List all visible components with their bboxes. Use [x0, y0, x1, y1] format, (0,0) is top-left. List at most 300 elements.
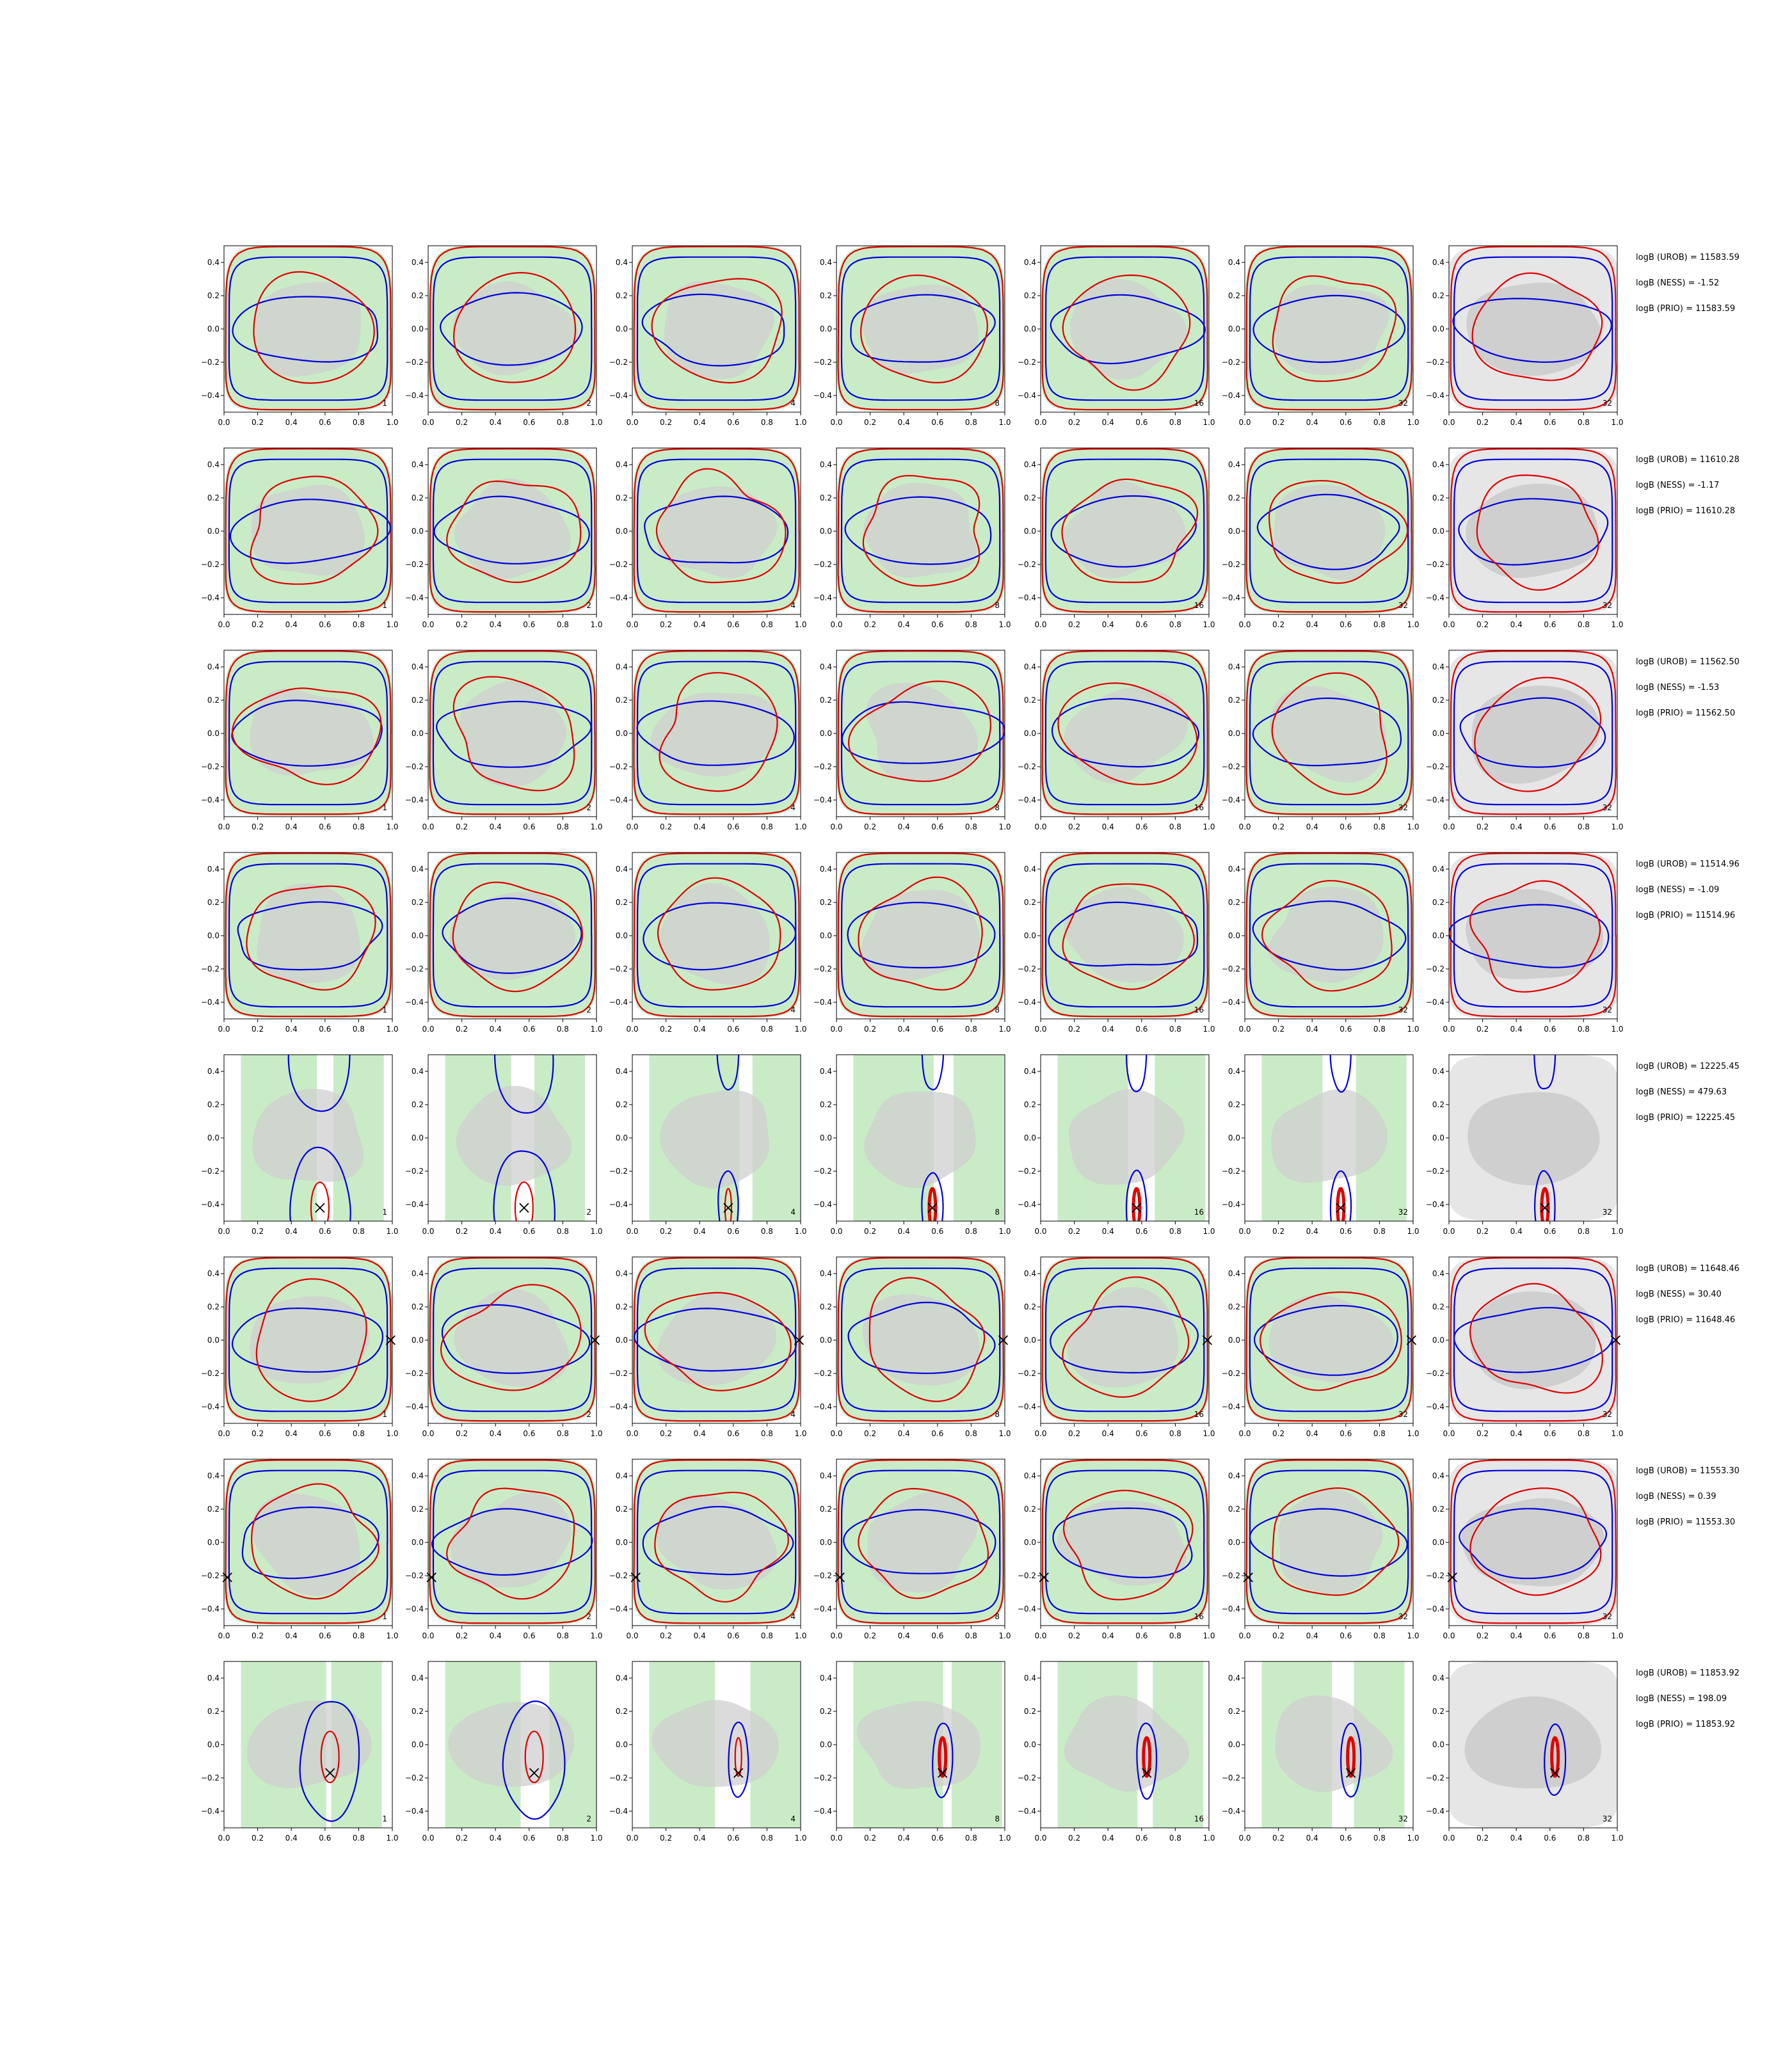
- x-tick-label: 0.0: [218, 620, 230, 629]
- x-tick-label: 1.0: [1611, 1631, 1624, 1640]
- panel-label: 2: [586, 601, 591, 610]
- x-tick-label: 0.4: [897, 1429, 910, 1438]
- y-tick-label: 0.2: [411, 1100, 424, 1109]
- x-tick-label: 0.0: [1443, 1631, 1455, 1640]
- x-tick-label: 0.6: [523, 1834, 536, 1843]
- x-tick-label: 0.8: [352, 418, 365, 427]
- y-tick-label: −0.4: [1221, 1604, 1240, 1613]
- panel-r4-c7: [1426, 852, 1624, 1034]
- y-tick-label: −0.4: [813, 796, 832, 804]
- x-tick-label: 0.6: [1340, 1429, 1352, 1438]
- x-tick-label: 1.0: [1407, 1429, 1420, 1438]
- panel-r2-c5: [1018, 447, 1215, 629]
- y-tick-label: 0.2: [207, 1100, 220, 1109]
- x-tick-label: 0.6: [727, 620, 740, 629]
- y-tick-label: 0.2: [1228, 696, 1240, 705]
- y-tick-label: 0.2: [1023, 1505, 1036, 1514]
- y-tick-label: −0.4: [609, 998, 628, 1007]
- x-tick-label: 0.0: [218, 1025, 230, 1034]
- x-tick-label: 1.0: [1407, 1834, 1420, 1843]
- panel-label: 8: [995, 1005, 1000, 1014]
- x-tick-label: 0.2: [456, 1429, 468, 1438]
- y-tick-label: 0.0: [411, 1740, 424, 1749]
- y-tick-label: 0.4: [615, 662, 628, 671]
- x-tick-label: 0.8: [352, 1834, 365, 1843]
- y-tick-label: 0.4: [615, 460, 628, 469]
- stat-prio-r3: logB (PRIO) = 11562.50: [1636, 708, 1736, 718]
- y-tick-label: 0.0: [615, 931, 628, 940]
- y-tick-label: 0.4: [1432, 1674, 1444, 1683]
- y-tick-label: 0.0: [1228, 324, 1240, 333]
- x-tick-label: 1.0: [1407, 1631, 1420, 1640]
- x-tick-label: 0.6: [1544, 1631, 1556, 1640]
- y-tick-label: −0.4: [609, 1200, 628, 1209]
- y-tick-label: 0.0: [1023, 1538, 1036, 1547]
- y-tick-label: −0.4: [1221, 1402, 1240, 1411]
- y-tick-label: 0.2: [1432, 1707, 1444, 1716]
- panel-label: 1: [382, 1814, 387, 1823]
- y-tick-label: −0.2: [200, 358, 220, 367]
- x-tick-label: 0.2: [456, 620, 468, 629]
- x-tick-label: 0.8: [1577, 1025, 1590, 1034]
- x-tick-label: 0.8: [760, 620, 773, 629]
- stat-ness-r7: logB (NESS) = 0.39: [1636, 1492, 1716, 1501]
- y-tick-label: −0.4: [404, 1200, 424, 1209]
- x-tick-label: 0.4: [1306, 418, 1318, 427]
- x-tick-label: 0.2: [660, 418, 673, 427]
- y-tick-label: −0.2: [1425, 1773, 1444, 1782]
- y-tick-label: −0.2: [1017, 1571, 1036, 1580]
- x-tick-label: 1.0: [1203, 1631, 1215, 1640]
- y-tick-label: 0.2: [615, 1505, 628, 1514]
- x-tick-label: 0.2: [456, 1631, 468, 1640]
- y-tick-label: −0.2: [200, 560, 220, 569]
- y-tick-label: −0.2: [200, 1167, 220, 1176]
- panel-r1-c6: [1222, 245, 1420, 427]
- y-tick-label: 0.2: [819, 291, 832, 300]
- panel-r8-c7: [1426, 1661, 1624, 1843]
- x-tick-label: 0.8: [760, 1025, 773, 1034]
- panel-label: 16: [1194, 1208, 1204, 1217]
- y-tick-label: −0.4: [1425, 1402, 1444, 1411]
- x-tick-label: 1.0: [998, 620, 1011, 629]
- y-tick-label: 0.2: [411, 898, 424, 907]
- x-tick-label: 0.8: [1577, 1429, 1590, 1438]
- y-tick-label: 0.2: [1023, 291, 1036, 300]
- x-tick-label: 0.8: [1169, 1025, 1181, 1034]
- y-tick-label: 0.0: [207, 527, 220, 536]
- x-tick-label: 0.8: [1577, 418, 1590, 427]
- panel-r2-c2: [405, 447, 603, 629]
- panel-label: 32: [1398, 1410, 1408, 1419]
- x-tick-label: 0.4: [693, 1834, 706, 1843]
- panel-label: 32: [1398, 1005, 1408, 1014]
- x-tick-label: 0.6: [319, 1429, 332, 1438]
- x-tick-label: 0.4: [1101, 1834, 1114, 1843]
- y-tick-label: 0.4: [411, 258, 424, 267]
- x-tick-label: 0.4: [1101, 620, 1114, 629]
- x-tick-label: 0.2: [1068, 1025, 1081, 1034]
- x-tick-label: 0.4: [1306, 1227, 1318, 1236]
- panel-r4-c1: [201, 852, 399, 1034]
- x-tick-label: 0.8: [1373, 1227, 1386, 1236]
- x-tick-label: 0.0: [218, 418, 230, 427]
- x-tick-label: 0.0: [830, 1025, 843, 1034]
- y-tick-label: −0.2: [200, 964, 220, 973]
- x-tick-label: 0.4: [1101, 1631, 1114, 1640]
- x-tick-label: 0.6: [931, 1227, 944, 1236]
- x-tick-label: 0.2: [1068, 1631, 1081, 1640]
- x-tick-label: 0.8: [556, 822, 569, 831]
- panel-r3-c4: [813, 650, 1011, 831]
- panel-r6-c6: [1222, 1256, 1420, 1438]
- x-tick-label: 0.2: [660, 1631, 673, 1640]
- stat-ness-r6: logB (NESS) = 30.40: [1636, 1290, 1722, 1299]
- x-tick-label: 0.6: [1544, 620, 1556, 629]
- y-tick-label: 0.4: [1228, 258, 1240, 267]
- stat-ness-r4: logB (NESS) = -1.09: [1636, 885, 1720, 895]
- x-tick-label: 0.8: [760, 418, 773, 427]
- x-tick-label: 0.4: [897, 1834, 910, 1843]
- y-tick-label: −0.2: [1425, 560, 1444, 569]
- y-tick-label: −0.2: [609, 1571, 628, 1580]
- x-tick-label: 0.2: [1476, 418, 1489, 427]
- x-tick-label: 0.8: [1373, 1025, 1386, 1034]
- panel-label: 1: [382, 1612, 387, 1621]
- x-tick-label: 0.2: [864, 620, 877, 629]
- y-tick-label: 0.2: [1432, 493, 1444, 502]
- x-tick-label: 0.0: [1034, 1025, 1047, 1034]
- panel-label: 4: [790, 1005, 796, 1014]
- x-tick-label: 0.8: [556, 1227, 569, 1236]
- x-tick-label: 0.2: [660, 822, 673, 831]
- panel-r6-c5: [1018, 1256, 1215, 1438]
- x-tick-label: 1.0: [1203, 1025, 1215, 1034]
- y-tick-label: 0.0: [1023, 729, 1036, 738]
- x-tick-label: 0.4: [285, 1227, 298, 1236]
- x-tick-label: 0.8: [1373, 1631, 1386, 1640]
- y-tick-label: −0.2: [200, 762, 220, 771]
- x-tick-label: 1.0: [998, 822, 1011, 831]
- x-tick-label: 0.4: [897, 1025, 910, 1034]
- y-tick-label: 0.4: [207, 1471, 220, 1480]
- y-tick-label: 0.0: [615, 729, 628, 738]
- x-tick-label: 0.8: [760, 1834, 773, 1843]
- x-tick-label: 0.6: [1544, 1227, 1556, 1236]
- y-tick-label: 0.0: [411, 1538, 424, 1547]
- y-tick-label: 0.2: [819, 1100, 832, 1109]
- x-tick-label: 0.8: [1577, 1227, 1590, 1236]
- x-tick-label: 0.4: [1510, 1429, 1523, 1438]
- x-tick-label: 0.4: [1510, 1025, 1523, 1034]
- x-tick-label: 0.4: [1306, 620, 1318, 629]
- y-tick-label: 0.4: [411, 1269, 424, 1278]
- y-tick-label: 0.4: [615, 1674, 628, 1683]
- y-tick-label: 0.2: [1228, 291, 1240, 300]
- panel-label: 32: [1602, 1814, 1612, 1823]
- y-tick-label: −0.2: [1221, 358, 1240, 367]
- x-tick-label: 0.8: [760, 822, 773, 831]
- x-tick-label: 0.4: [1510, 1631, 1523, 1640]
- y-tick-label: 0.4: [411, 460, 424, 469]
- x-tick-label: 0.8: [964, 1025, 977, 1034]
- y-tick-label: 0.0: [615, 527, 628, 536]
- x-tick-label: 0.2: [1068, 620, 1081, 629]
- panel-label: 4: [790, 399, 796, 408]
- x-tick-label: 1.0: [1407, 1227, 1420, 1236]
- x-tick-label: 1.0: [1407, 822, 1420, 831]
- x-tick-label: 0.8: [1577, 620, 1590, 629]
- panel-label: 2: [586, 399, 591, 408]
- x-tick-label: 0.0: [830, 620, 843, 629]
- x-tick-label: 0.6: [1340, 1631, 1352, 1640]
- x-tick-label: 0.8: [556, 1834, 569, 1843]
- y-tick-label: 0.2: [411, 696, 424, 705]
- x-tick-label: 0.6: [1340, 1227, 1352, 1236]
- y-tick-label: 0.4: [1228, 1471, 1240, 1480]
- y-tick-label: −0.2: [1425, 1571, 1444, 1580]
- y-tick-label: −0.4: [200, 796, 220, 804]
- x-tick-label: 0.2: [660, 1025, 673, 1034]
- x-tick-label: 0.8: [1373, 418, 1386, 427]
- y-tick-label: 0.2: [207, 696, 220, 705]
- x-tick-label: 0.6: [727, 1631, 740, 1640]
- x-tick-label: 0.2: [1068, 1429, 1081, 1438]
- x-tick-label: 0.4: [489, 822, 502, 831]
- x-tick-label: 0.4: [897, 1631, 910, 1640]
- x-tick-label: 0.6: [319, 1631, 332, 1640]
- x-tick-label: 1.0: [998, 1631, 1011, 1640]
- x-tick-label: 1.0: [998, 1025, 1011, 1034]
- y-tick-label: 0.0: [207, 324, 220, 333]
- panel-label: 16: [1194, 399, 1204, 408]
- y-tick-label: −0.2: [1221, 1571, 1240, 1580]
- stat-prio-r5: logB (PRIO) = 12225.45: [1636, 1113, 1736, 1123]
- y-tick-label: −0.2: [404, 1369, 424, 1378]
- x-tick-label: 1.0: [1611, 1429, 1624, 1438]
- y-tick-label: −0.4: [1017, 796, 1036, 804]
- panel-label: 8: [995, 1208, 1000, 1217]
- y-tick-label: −0.2: [1017, 358, 1036, 367]
- x-tick-label: 0.8: [1169, 1429, 1181, 1438]
- stat-ness-r2: logB (NESS) = -1.17: [1636, 481, 1720, 490]
- x-tick-label: 1.0: [1203, 1834, 1215, 1843]
- panel-label: 4: [790, 1208, 796, 1217]
- panel-label: 32: [1602, 399, 1612, 408]
- y-tick-label: 0.2: [1228, 1100, 1240, 1109]
- y-tick-label: 0.0: [1228, 931, 1240, 940]
- stat-ness-r8: logB (NESS) = 198.09: [1636, 1694, 1727, 1704]
- y-tick-label: −0.4: [609, 1604, 628, 1613]
- y-tick-label: −0.4: [1017, 1402, 1036, 1411]
- y-tick-label: 0.0: [1432, 324, 1444, 333]
- panel-label: 4: [790, 1612, 796, 1621]
- y-tick-label: −0.2: [1425, 1167, 1444, 1176]
- x-tick-label: 0.4: [693, 1227, 706, 1236]
- x-tick-label: 0.4: [1510, 1227, 1523, 1236]
- x-tick-label: 0.4: [693, 1025, 706, 1034]
- x-tick-label: 0.6: [319, 1227, 332, 1236]
- x-tick-label: 0.4: [1306, 1025, 1318, 1034]
- x-tick-label: 0.2: [456, 822, 468, 831]
- x-tick-label: 1.0: [794, 418, 807, 427]
- y-tick-label: −0.4: [1221, 796, 1240, 804]
- y-tick-label: −0.4: [404, 391, 424, 400]
- y-tick-label: 0.0: [411, 324, 424, 333]
- x-tick-label: 0.8: [1169, 620, 1181, 629]
- x-tick-label: 0.4: [1510, 418, 1523, 427]
- x-tick-label: 0.6: [1135, 1834, 1148, 1843]
- y-tick-label: 0.4: [1023, 460, 1036, 469]
- x-tick-label: 0.6: [931, 418, 944, 427]
- y-tick-label: −0.4: [813, 1604, 832, 1613]
- x-tick-label: 0.2: [1068, 822, 1081, 831]
- y-tick-label: −0.2: [404, 762, 424, 771]
- y-tick-label: −0.4: [813, 1402, 832, 1411]
- y-tick-label: 0.4: [819, 460, 832, 469]
- panel-label: 4: [790, 803, 796, 812]
- x-tick-label: 0.0: [1034, 1834, 1047, 1843]
- x-tick-label: 0.6: [523, 1227, 536, 1236]
- x-tick-label: 0.2: [1068, 418, 1081, 427]
- panel-r6-c1: [201, 1256, 399, 1438]
- y-tick-label: 0.0: [615, 1336, 628, 1345]
- y-tick-label: −0.4: [1017, 593, 1036, 602]
- panel-label: 1: [382, 399, 387, 408]
- x-tick-label: 0.0: [1034, 1631, 1047, 1640]
- x-tick-label: 0.6: [523, 822, 536, 831]
- x-tick-label: 0.6: [1135, 1631, 1148, 1640]
- y-tick-label: 0.0: [1023, 1133, 1036, 1142]
- y-tick-label: −0.4: [200, 593, 220, 602]
- y-tick-label: 0.4: [207, 1067, 220, 1076]
- x-tick-label: 0.2: [456, 1227, 468, 1236]
- panel-label: 16: [1194, 803, 1204, 812]
- x-tick-label: 0.6: [319, 1025, 332, 1034]
- x-tick-label: 0.0: [1443, 822, 1455, 831]
- x-tick-label: 0.8: [352, 1429, 365, 1438]
- y-tick-label: −0.2: [609, 1773, 628, 1782]
- x-tick-label: 1.0: [1407, 620, 1420, 629]
- y-tick-label: −0.4: [1017, 391, 1036, 400]
- panel-label: 32: [1602, 1005, 1612, 1014]
- x-tick-label: 0.2: [1068, 1834, 1081, 1843]
- y-tick-label: −0.2: [1221, 1773, 1240, 1782]
- panel-r7-c6: [1222, 1459, 1420, 1640]
- x-tick-label: 0.0: [830, 1429, 843, 1438]
- x-tick-label: 0.6: [931, 1631, 944, 1640]
- panel-label: 1: [382, 1005, 387, 1014]
- x-tick-label: 0.0: [1034, 1227, 1047, 1236]
- y-tick-label: −0.4: [1017, 998, 1036, 1007]
- x-tick-label: 1.0: [1611, 418, 1624, 427]
- x-tick-label: 0.0: [626, 620, 639, 629]
- x-tick-label: 0.2: [456, 1834, 468, 1843]
- panel-r5-c7: [1426, 1018, 1624, 1244]
- x-tick-label: 0.4: [897, 1227, 910, 1236]
- y-tick-label: 0.4: [411, 1067, 424, 1076]
- x-tick-label: 0.6: [1135, 1429, 1148, 1438]
- panel-label: 8: [995, 1612, 1000, 1621]
- y-tick-label: −0.4: [404, 593, 424, 602]
- y-tick-label: 0.4: [819, 258, 832, 267]
- x-tick-label: 0.2: [864, 1227, 877, 1236]
- y-tick-label: −0.2: [1017, 762, 1036, 771]
- y-tick-label: 0.4: [1023, 1674, 1036, 1683]
- y-tick-label: −0.4: [200, 1807, 220, 1816]
- y-tick-label: 0.2: [1432, 1505, 1444, 1514]
- x-tick-label: 0.0: [1034, 1429, 1047, 1438]
- x-tick-label: 0.2: [1272, 1834, 1285, 1843]
- y-tick-label: 0.4: [615, 1471, 628, 1480]
- panel-r3-c5: [1018, 650, 1215, 831]
- panel-label: 2: [586, 1005, 591, 1014]
- y-tick-label: −0.4: [1425, 391, 1444, 400]
- y-tick-label: −0.2: [813, 1167, 832, 1176]
- x-tick-label: 0.2: [1476, 620, 1489, 629]
- panel-label: 8: [995, 399, 1000, 408]
- x-tick-label: 0.6: [1135, 418, 1148, 427]
- x-tick-label: 0.6: [319, 822, 332, 831]
- x-tick-label: 1.0: [794, 1631, 807, 1640]
- x-tick-label: 0.0: [830, 822, 843, 831]
- x-tick-label: 0.4: [285, 1429, 298, 1438]
- x-tick-label: 0.6: [931, 620, 944, 629]
- y-tick-label: −0.4: [200, 1402, 220, 1411]
- panel-r2-c6: [1222, 447, 1420, 629]
- x-tick-label: 1.0: [794, 1429, 807, 1438]
- y-tick-label: 0.0: [819, 1133, 832, 1142]
- y-tick-label: 0.2: [1432, 1302, 1444, 1311]
- y-tick-label: 0.2: [615, 493, 628, 502]
- y-tick-label: 0.2: [207, 1505, 220, 1514]
- stat-urob-r5: logB (UROB) = 12225.45: [1636, 1062, 1740, 1071]
- x-tick-label: 0.6: [319, 418, 332, 427]
- y-tick-label: −0.2: [609, 358, 628, 367]
- x-tick-label: 0.2: [1476, 822, 1489, 831]
- y-tick-label: 0.4: [1432, 460, 1444, 469]
- y-tick-label: 0.2: [1432, 291, 1444, 300]
- x-tick-label: 1.0: [590, 1834, 603, 1843]
- y-tick-label: 0.0: [1432, 1133, 1444, 1142]
- panel-label: 32: [1398, 803, 1408, 812]
- y-tick-label: −0.4: [813, 1200, 832, 1209]
- x-tick-label: 0.6: [931, 1834, 944, 1843]
- y-tick-label: −0.2: [1221, 1369, 1240, 1378]
- panel-label: 2: [586, 803, 591, 812]
- y-tick-label: 0.2: [615, 1100, 628, 1109]
- x-tick-label: 0.6: [1340, 1834, 1352, 1843]
- x-tick-label: 0.0: [1238, 1227, 1251, 1236]
- x-tick-label: 0.2: [456, 418, 468, 427]
- x-tick-label: 0.4: [1101, 1429, 1114, 1438]
- y-tick-label: 0.0: [207, 1133, 220, 1142]
- y-tick-label: 0.4: [819, 1067, 832, 1076]
- y-tick-label: 0.4: [1023, 865, 1036, 874]
- y-tick-label: −0.2: [1017, 560, 1036, 569]
- prior-fill-inner: [1462, 1498, 1604, 1587]
- x-tick-label: 0.4: [1306, 1631, 1318, 1640]
- panel-r1-c2: [405, 245, 603, 427]
- panel-r7-c1: [201, 1459, 399, 1640]
- x-tick-label: 0.8: [964, 1834, 977, 1843]
- panel-r4-c4: [813, 852, 1011, 1034]
- x-tick-label: 1.0: [794, 620, 807, 629]
- panel-label: 1: [382, 803, 387, 812]
- x-tick-label: 0.0: [422, 1834, 435, 1843]
- y-tick-label: −0.2: [1425, 1369, 1444, 1378]
- x-tick-label: 0.4: [1101, 1025, 1114, 1034]
